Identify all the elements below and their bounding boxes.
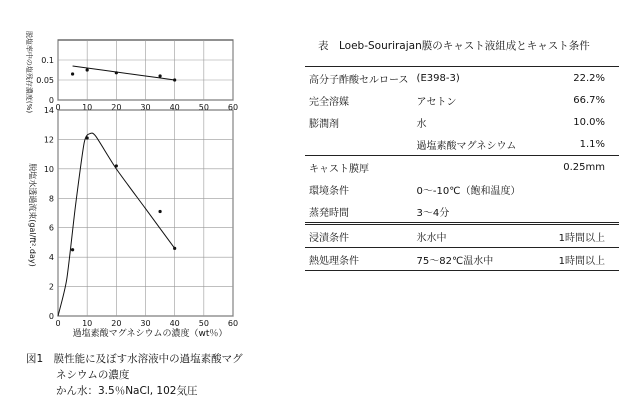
bottom-x-ticks: [55, 319, 238, 328]
table-row: [305, 224, 619, 248]
figure-caption-line3: かん水：3.5％NaCl, 102気圧: [56, 385, 198, 397]
top-x-ticks: [55, 103, 238, 112]
table-row: [305, 178, 619, 200]
cell-value: 1.1%: [531, 133, 619, 156]
top-curve: [73, 66, 175, 80]
y-tick-label: 2: [48, 282, 54, 292]
data-point: [71, 248, 74, 251]
x-tick-label: 60: [227, 319, 239, 328]
cell-component: 蒸発時間: [305, 200, 417, 224]
x-tick-label: 30: [140, 319, 151, 328]
x-tick-label: 50: [198, 319, 209, 328]
bottom-x-label: 過塩素酸マグネシウムの濃度（wt％）: [72, 329, 228, 339]
data-point: [173, 78, 176, 81]
data-point: [115, 71, 118, 74]
data-point: [71, 72, 74, 75]
x-tick-label: 60: [227, 103, 239, 112]
y-tick-label: 8: [48, 194, 54, 204]
cell-detail: アセトン: [416, 96, 457, 108]
y-tick-label: 0: [48, 312, 54, 321]
figure-caption-line1: 図1 膜性能に及ぼす水溶液中の過塩素酸マグ: [26, 353, 243, 365]
data-point: [115, 164, 118, 167]
cast-table: [305, 66, 619, 271]
cell-detail: 75〜82℃温水中: [417, 248, 532, 271]
top-points: [71, 68, 176, 81]
top-y-label: 脱塩率中の塩残存濃度(%): [25, 30, 33, 114]
bottom-points: [71, 136, 176, 251]
y-tick-label: 10: [43, 164, 54, 174]
cell-value: 1時間以上: [531, 248, 619, 271]
cell-component: 高分子酢酸セルロース: [305, 67, 417, 90]
cell-value: 10.0%: [573, 116, 605, 128]
x-tick-label: 40: [169, 319, 180, 328]
y-tick-label: 6: [48, 223, 54, 233]
x-tick-label: 10: [82, 319, 93, 328]
data-point: [173, 247, 176, 250]
cell-detail: 氷水中: [417, 224, 532, 248]
cell-detail: (E398-3): [417, 67, 532, 90]
bottom-chart: [28, 106, 238, 339]
y-tick-label: 0: [48, 96, 54, 105]
x-tick-label: 20: [111, 103, 122, 112]
y-tick-label: 0.1: [41, 56, 54, 65]
bottom-y-label: 脱塩水透過流束(gal/ft².day): [28, 163, 37, 267]
top-chart: [25, 31, 238, 113]
x-tick-label: 40: [169, 103, 180, 112]
figure-caption-line2: ネシウムの濃度: [56, 369, 130, 381]
x-tick-label: 0: [55, 103, 61, 112]
cell-component: 環境条件: [309, 185, 349, 197]
data-point: [158, 74, 161, 77]
table-row: [305, 133, 619, 156]
bottom-y-ticks: [44, 106, 54, 321]
table-row: [305, 156, 619, 179]
table-row: [305, 111, 619, 133]
cell-value: 66.7%: [573, 94, 605, 106]
cell-component: 完全溶媒: [309, 96, 349, 108]
cell-value: [531, 178, 619, 200]
y-tick-label: 4: [48, 253, 54, 263]
table-row: [305, 200, 619, 224]
data-point: [158, 210, 161, 213]
cell-value: 22.2%: [531, 67, 619, 90]
x-tick-label: 50: [198, 103, 209, 112]
x-tick-label: 30: [140, 103, 151, 112]
cell-component: 熱処理条件: [305, 248, 417, 271]
table-row: [305, 89, 619, 111]
y-tick-label: 12: [43, 135, 54, 145]
x-tick-label: 0: [55, 319, 61, 328]
cell-detail: 0〜-10℃（飽和温度）: [416, 185, 521, 197]
cell-detail: 水: [416, 118, 427, 130]
top-y-ticks: [36, 56, 54, 105]
cell-component: [305, 133, 417, 156]
top-grid: [58, 40, 233, 100]
y-tick-label: 14: [43, 106, 54, 115]
cell-value: [531, 200, 619, 224]
cell-value: 1時間以上: [531, 224, 619, 248]
cell-detail: 過塩素酸マグネシウム: [417, 133, 532, 156]
x-tick-label: 20: [111, 319, 122, 328]
figure-svg: [0, 0, 300, 408]
data-point: [86, 136, 89, 139]
y-tick-label: 0.05: [36, 76, 54, 85]
table-row: [305, 248, 619, 271]
table-row: [305, 67, 619, 90]
cell-detail: [417, 156, 532, 179]
cell-detail: 3〜4分: [417, 200, 532, 224]
cell-component: キャスト膜厚: [309, 163, 369, 175]
x-tick-label: 10: [82, 103, 93, 112]
cell-component: 浸漬条件: [305, 224, 417, 248]
data-point: [86, 68, 89, 71]
table-title: 表 Loeb-Sourirajan膜のキャスト液組成とキャスト条件: [318, 40, 590, 52]
cell-component: 膨潤剤: [309, 118, 339, 130]
cell-value: 0.25mm: [563, 161, 605, 173]
